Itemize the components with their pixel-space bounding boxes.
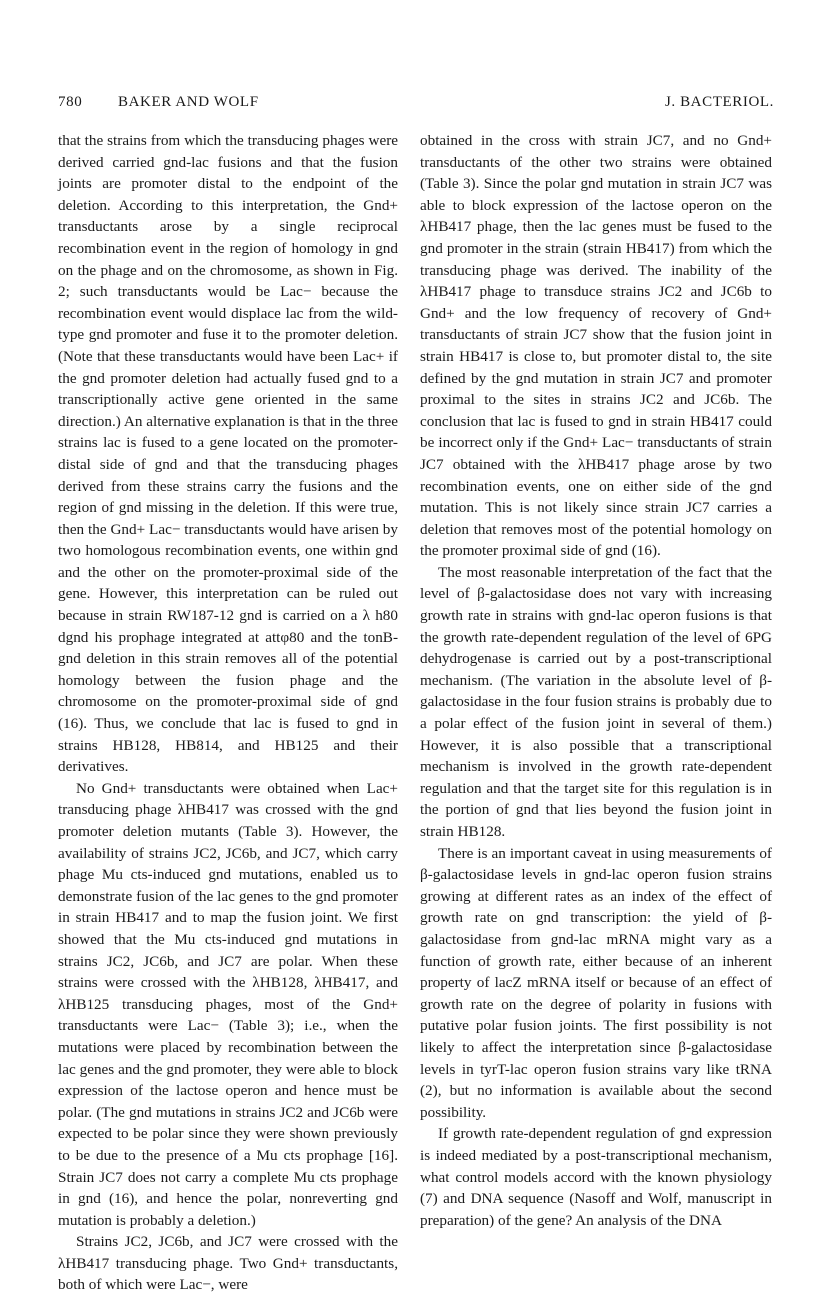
- left-column: [58, 130, 398, 1296]
- running-head-journal: J. BACTERIOL.: [664, 94, 774, 110]
- running-header: [58, 94, 774, 116]
- page-number: 780: [58, 94, 83, 110]
- paragraph: The most reasonable interpretation of the fact that the level of β-galactosidase does not vary with increasing growth rate in strains with gnd-lac operon fusions is that the growth rate-dependent regulation of the level of 6PG dehydrogenase is carried out by a post-transcriptional mechanism. (The variation in the absolute level of β-galactosidase in the four fusion strains is probably due to a polar effect of the fusion joint in several of them.) However, it is also possible that a transcriptional mechanism is involved in the growth rate-dependent regulation and that the target site for this regulation is in the portion of gnd that lies beyond the fusion joint in strain HB128.: [420, 563, 772, 840]
- running-head-authors: BAKER AND WOLF: [118, 94, 259, 110]
- paragraph: that the strains from which the transducing phages were derived carried gnd-lac fusions and that the fusion joints are promoter distal to the endpoint of the deletion. According to this interpretation, the Gnd+ transductants arose by a single reciprocal recombination event in the region of homology in gnd on the phage and on the chromosome, as shown in Fig. 2; such transductants would be Lac− because the recombination event would displace lac from the wild-type gnd promoter and fuse it to the promoter deletion. (Note that these transductants would have been Lac+ if the gnd promoter deletion had actually fused gnd to a transcriptionally active gene oriented in the same direction.) An alternative explanation is that in the three strains lac is fused to a gene located on the promoter-distal side of gnd and that the transducing phages derived from these strains carry the fusions and the region of gnd missing in the deletion. If this were true, then the Gnd+ Lac− transductants would have arisen by two homologous recombination events, one within gnd and the other on the promoter-proximal side of the gene. However, this interpretation can be ruled out because in strain RW187-12 gnd is carried on a λ h80 dgnd his prophage integrated at attφ80 and the tonB-gnd deletion in this strain removes all of the potential homology between the fusion phage and the chromosome on the promoter-proximal side of gnd (16). Thus, we conclude that lac is fused to gnd in strains HB128, HB814, and HB125 and their derivatives.: [58, 132, 398, 776]
- paragraph: Strains JC2, JC6b, and JC7 were crossed with the λHB417 transducing phage. Two Gnd+ transductants, both of which were Lac−, were: [58, 1233, 398, 1294]
- paragraph: No Gnd+ transductants were obtained when Lac+ transducing phage λHB417 was crossed with the gnd promoter deletion mutants (Table 3). However, the availability of strains JC2, JC6b, and JC7, which carry phage Mu cts-induced gnd mutations, enabled us to demonstrate fusion of the lac genes to the gnd promoter in strain HB417 and to map the fusion joint. We first showed that the Mu cts-induced gnd mutations in strains JC2, JC6b, and JC7 are polar. When these strains were crossed with the λHB128, λHB417, and λHB125 transducing phages, most of the Gnd+ transductants were Lac− (Table 3); i.e., when the mutations were placed by recombination between the lac genes and the gnd promoter, they were able to block expression of the lactose operon and hence must be polar. (The gnd mutations in strains JC2 and JC6b were expected to be polar since they were shown previously to be due to the presence of a Mu cts prophage [16]. Strain JC7 does not carry a complete Mu cts prophage in gnd (16), and hence the polar, nonreverting gnd mutation is probably a deletion.): [58, 779, 398, 1229]
- paragraph: There is an important caveat in using measurements of β-galactosidase levels in gnd-lac operon fusion strains growing at different rates as an index of the effect of growth rate on gnd transcription: the yield of β-galactosidase from gnd-lac mRNA might vary as a function of growth rate, either because of an inherent property of lacZ mRNA itself or because of an effect of growth rate on the degree of polarity in fusions with putative polar fusion joints. The first possibility is not likely to affect the interpretation since β-galactosidase levels in tyrT-lac operon fusion strains vary like tRNA (2), but no information is available about the second possibility.: [420, 844, 772, 1121]
- paragraph: obtained in the cross with strain JC7, and no Gnd+ transductants of the other two strains were obtained (Table 3). Since the polar gnd mutation in strain JC7 was able to block expression of the lactose operon on the λHB417 phage, then the lac genes must be fused to the gnd promoter in the strain (strain HB417) from which the transducing phage was derived. The inability of the λHB417 phage to transduce strains JC2 and JC6b to Gnd+ and the low frequency of recovery of Gnd+ transductants of strain JC7 show that the fusion joint in strain HB417 is close to, but promoter distal to, the site defined by the gnd mutation in strain JC7 and promoter proximal to the sites in strains JC2 and JC6b. The conclusion that lac is fused to gnd in strain HB417 could be incorrect only if the Gnd+ Lac− transductants of strain JC7 obtained with the λHB417 phage arose by two recombination events, one on either side of the gnd mutation. This is not likely since strain JC7 carries a deletion that removes most of the potential homology on the promoter proximal side of gnd (16).: [420, 132, 772, 560]
- right-column: [420, 130, 772, 1231]
- paragraph: If growth rate-dependent regulation of gnd expression is indeed mediated by a post-transcriptional mechanism, what control models accord with the known physiology (7) and DNA sequence (Nasoff and Wolf, manuscript in preparation) of the gene? An analysis of the DNA: [420, 1125, 772, 1229]
